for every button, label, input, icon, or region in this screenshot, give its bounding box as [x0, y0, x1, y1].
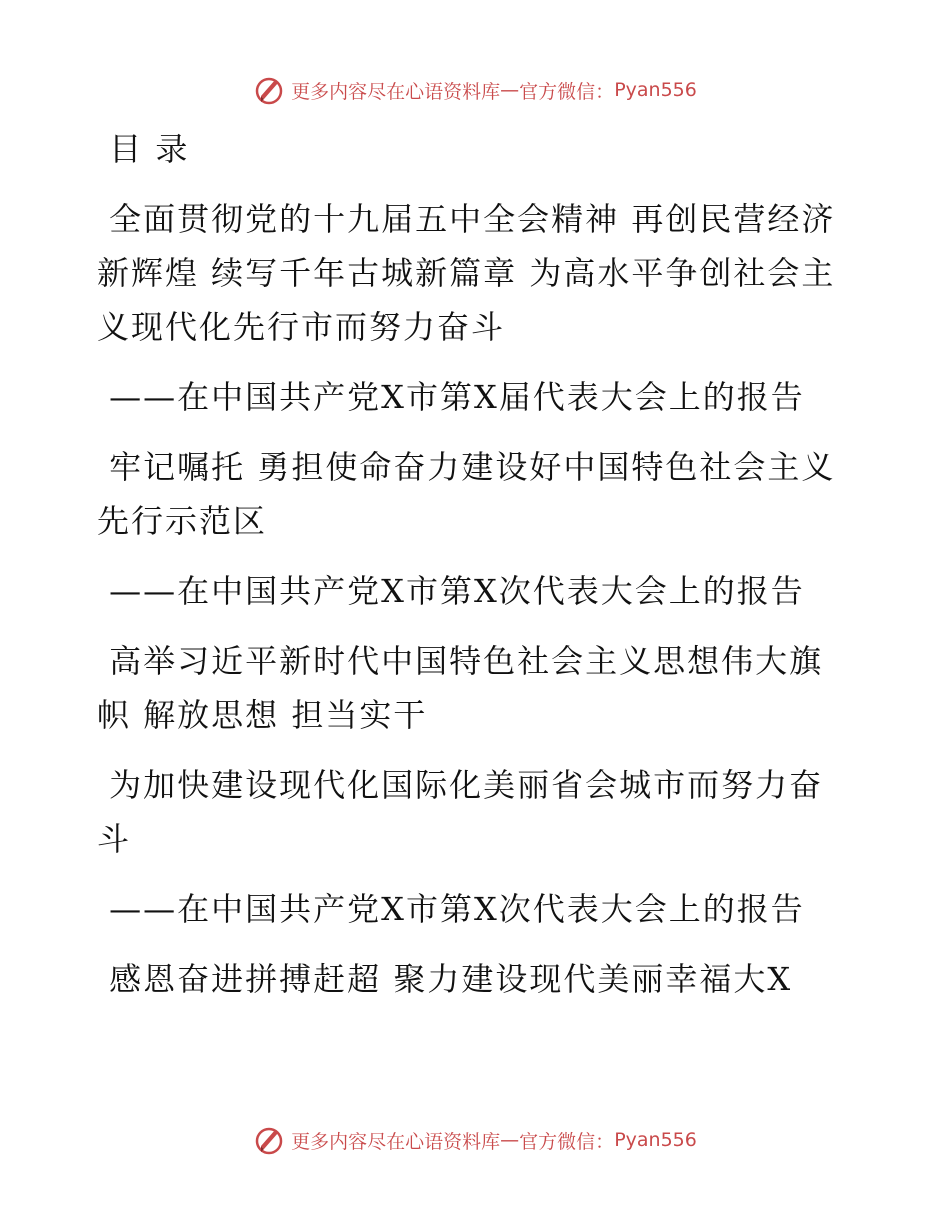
- toc-entry: [97, 758, 857, 866]
- toc-entry-line: 感恩奋进拼搏赶超 聚力建设现代美丽幸福大X: [97, 960, 793, 998]
- toc-entry: [97, 192, 857, 354]
- toc-entry-line: 高举习近平新时代中国特色社会主义思想伟大旗: [97, 642, 824, 680]
- toc-entry-line: ——在中国共产党X市第X届代表大会上的报告: [97, 378, 805, 416]
- watermark-text: 更多内容尽在心语资料库: [291, 80, 501, 103]
- watermark-text: 更多内容尽在心语资料库: [291, 1130, 501, 1153]
- toc-entry: [97, 370, 857, 424]
- toc-entry-line: ——在中国共产党X市第X次代表大会上的报告: [97, 572, 805, 610]
- toc-entry-line: 帜 解放思想 担当实干: [97, 696, 428, 734]
- watermark-separator: —: [500, 79, 520, 101]
- header-watermark: [0, 70, 950, 110]
- toc-entry: [97, 882, 857, 936]
- toc-entry: [97, 634, 857, 742]
- toc-entry-line: 为加快建设现代化国际化美丽省会城市而努力奋: [97, 766, 824, 804]
- toc-entry-line: 义现代化先行市而努力奋斗: [97, 308, 506, 346]
- watermark-separator: —: [500, 1129, 520, 1151]
- watermark-official-label: 官方微信：: [519, 80, 615, 103]
- toc-entry-line: 先行示范区: [97, 502, 268, 540]
- quill-logo-icon: [253, 1124, 285, 1156]
- toc-entry-line: 牢记嘱托 勇担使命奋力建设好中国特色社会主义: [97, 448, 836, 486]
- toc-entry: [97, 440, 857, 548]
- toc-heading: 目 录: [97, 130, 190, 168]
- footer-watermark: [0, 1120, 950, 1160]
- watermark-account: Pyan556: [614, 1129, 697, 1151]
- toc-entry: [97, 564, 857, 618]
- toc-entry-line: 全面贯彻党的十九届五中全会精神 再创民营经济: [97, 200, 836, 238]
- document-body: [97, 122, 857, 1006]
- quill-logo-icon: [253, 74, 285, 106]
- toc-entry-line: 新辉煌 续写千年古城新篇章 为高水平争创社会主: [97, 254, 836, 292]
- toc-entry: [97, 952, 857, 1006]
- watermark-account: Pyan556: [614, 79, 697, 101]
- toc-entry-line: ——在中国共产党X市第X次代表大会上的报告: [97, 890, 805, 928]
- toc-entry-line: 斗: [97, 820, 132, 858]
- watermark-official-label: 官方微信：: [519, 1130, 615, 1153]
